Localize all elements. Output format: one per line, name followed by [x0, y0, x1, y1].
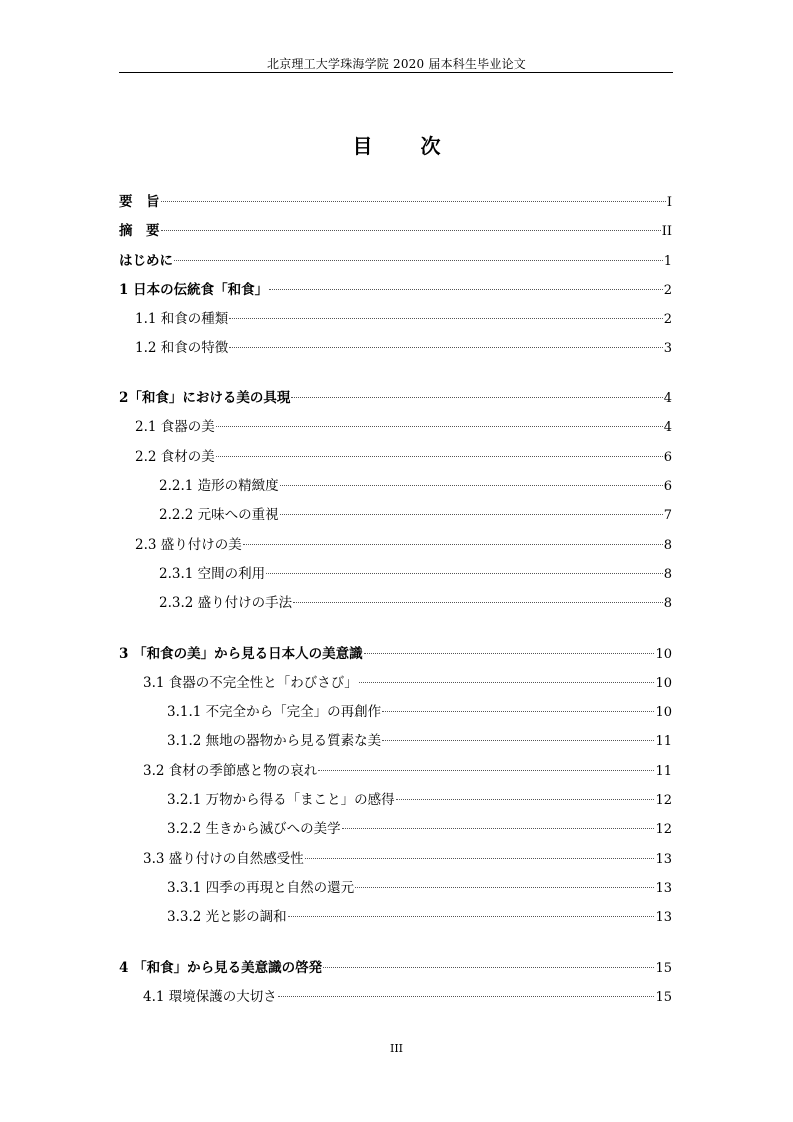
toc-entry-section-3-3-2: [167, 907, 672, 927]
toc-leader-dots: [269, 289, 663, 290]
toc-entry-label: 1 日本の伝統食「和食」: [119, 282, 269, 298]
toc-leader-dots: [291, 397, 662, 398]
toc-page-number: 10: [655, 647, 672, 662]
toc-entry-label: 3.1.2 無地の器物から見る質素な美: [167, 733, 382, 749]
toc-page-number: 12: [655, 822, 672, 837]
toc-leader-dots: [280, 514, 663, 515]
toc-entry-section-1-1: [135, 309, 672, 329]
toc-leader-dots: [293, 602, 663, 603]
toc-entry-section-3-1: [143, 673, 672, 693]
toc-entry-section-3-1-2: [167, 731, 672, 751]
toc-page-number: 15: [655, 961, 672, 976]
toc-entry-section-2-2-1: [159, 476, 672, 496]
toc-entry-label: 3 「和食の美」から見る日本人の美意識: [119, 646, 363, 662]
toc-page-number: 6: [663, 450, 672, 465]
toc-entry-section-4-1: [143, 987, 672, 1007]
toc-entry-section-3-3-1: [167, 878, 672, 898]
toc-entry-label: 3.2.2 生きから滅びへの美学: [167, 821, 341, 837]
toc-entry-label: 要 旨: [119, 194, 160, 210]
toc-leader-dots: [288, 916, 655, 917]
toc-page-number: 1: [663, 254, 672, 269]
toc-entry-yoshi: [119, 192, 672, 212]
toc-entry-label: 3.1.1 不完全から「完全」の再創作: [167, 704, 382, 720]
toc-leader-dots: [359, 682, 655, 683]
toc-entry-label: 2.3 盛り付けの美: [135, 537, 242, 553]
toc-entry-chapter-2: [119, 388, 672, 408]
toc-entry-section-3-1-1: [167, 702, 672, 722]
toc-page-number: 12: [655, 793, 672, 808]
toc-leader-dots: [318, 770, 654, 771]
toc-leader-dots: [161, 201, 666, 202]
toc-entry-label: 3.2.1 万物から得る「まこと」の感得: [167, 792, 395, 808]
toc-entry-section-2-2: [135, 447, 672, 467]
toc-entry-section-2-2-2: [159, 505, 672, 525]
toc-entry-chapter-3: [119, 644, 672, 664]
toc-entry-label: 1.2 和食の特徴: [135, 340, 229, 356]
running-header: 北京理工大学珠海学院 2020 届本科生毕业论文: [267, 57, 526, 71]
toc-page-number: 4: [663, 420, 672, 435]
toc-page-number: 10: [655, 676, 672, 691]
toc-leader-dots: [278, 996, 655, 997]
toc-entry-section-2-3-1: [159, 564, 672, 584]
toc-leader-dots: [243, 544, 663, 545]
toc-entry-label: 2.2.2 元味への重視: [159, 507, 279, 523]
toc-leader-dots: [161, 230, 661, 231]
toc-leader-dots: [382, 740, 654, 741]
toc-leader-dots: [174, 260, 663, 261]
toc-page-number: 7: [663, 508, 672, 523]
toc-leader-dots: [305, 858, 655, 859]
toc-entry-section-3-2-1: [167, 790, 672, 810]
toc-entry-label: 1.1 和食の種類: [135, 311, 229, 327]
toc-entry-chapter-4: [119, 958, 672, 978]
toc-leader-dots: [323, 967, 654, 968]
toc-entry-label: 4 「和食」から見る美意識の啓発: [119, 960, 323, 976]
toc-page-number: 11: [655, 734, 672, 749]
toc-leader-dots: [364, 653, 655, 654]
toc-leader-dots: [355, 887, 654, 888]
toc-page-number: 6: [663, 479, 672, 494]
toc-entry-label: 3.2 食材の季節感と物の哀れ: [143, 763, 318, 779]
toc-entry-label: 3.3 盛り付けの自然感受性: [143, 851, 304, 867]
toc-entry-section-1-2: [135, 338, 672, 358]
toc-entry-label: はじめに: [119, 253, 173, 269]
toc-entry-section-3-2: [143, 761, 672, 781]
toc-leader-dots: [229, 347, 662, 348]
toc-page-number: 10: [655, 705, 672, 720]
toc-page-number: 8: [663, 538, 672, 553]
toc-leader-dots: [396, 799, 655, 800]
toc-entry-label: 3.3.2 光と影の調和: [167, 909, 287, 925]
toc-entry-section-3-2-2: [167, 819, 672, 839]
toc-page-number: 8: [663, 596, 672, 611]
toc-leader-dots: [280, 485, 663, 486]
toc-entry-section-2-3: [135, 535, 672, 555]
page-number-footer: III: [389, 1042, 404, 1055]
toc-entry-chapter-1: [119, 280, 672, 300]
toc-leader-dots: [382, 711, 654, 712]
toc-leader-dots: [266, 573, 663, 574]
toc-title: 目 次: [352, 134, 455, 158]
toc-page-number: 15: [655, 990, 672, 1005]
toc-entry-abstract: [119, 221, 672, 241]
toc-leader-dots: [342, 828, 655, 829]
toc-page-number: 13: [655, 881, 672, 896]
toc-entry-label: 3.1 食器の不完全性と「わびさび」: [143, 675, 358, 691]
toc-page-number: 4: [663, 391, 672, 406]
toc-entry-introduction: [119, 251, 672, 271]
toc-entry-label: 2「和食」における美の具現: [119, 390, 291, 406]
toc-page-number: 2: [663, 283, 672, 298]
toc-entry-section-3-3: [143, 849, 672, 869]
toc-page-number: 11: [655, 764, 672, 779]
toc-page-number: 13: [655, 910, 672, 925]
toc-entry-label: 2.3.2 盛り付けの手法: [159, 595, 293, 611]
toc-entry-label: 2.2.1 造形の精緻度: [159, 478, 279, 494]
toc-entry-label: 2.3.1 空間の利用: [159, 566, 266, 582]
toc-entry-label: 3.3.1 四季の再現と自然の還元: [167, 880, 355, 896]
toc-page-number: 8: [663, 567, 672, 582]
toc-entry-label: 2.2 食材の美: [135, 449, 215, 465]
toc-page-number: II: [661, 224, 672, 239]
toc-entry-section-2-3-2: [159, 593, 672, 613]
toc-page-number: I: [666, 195, 672, 210]
toc-page-number: 2: [663, 312, 672, 327]
toc-leader-dots: [216, 456, 663, 457]
toc-leader-dots: [216, 426, 663, 427]
toc-entry-section-2-1: [135, 417, 672, 437]
toc-entry-label: 摘 要: [119, 223, 160, 239]
toc-entry-label: 4.1 環境保護の大切さ: [143, 989, 277, 1005]
toc-entry-label: 2.1 食器の美: [135, 419, 215, 435]
toc-page-number: 3: [663, 341, 672, 356]
toc-leader-dots: [229, 318, 662, 319]
toc-page-number: 13: [655, 852, 672, 867]
